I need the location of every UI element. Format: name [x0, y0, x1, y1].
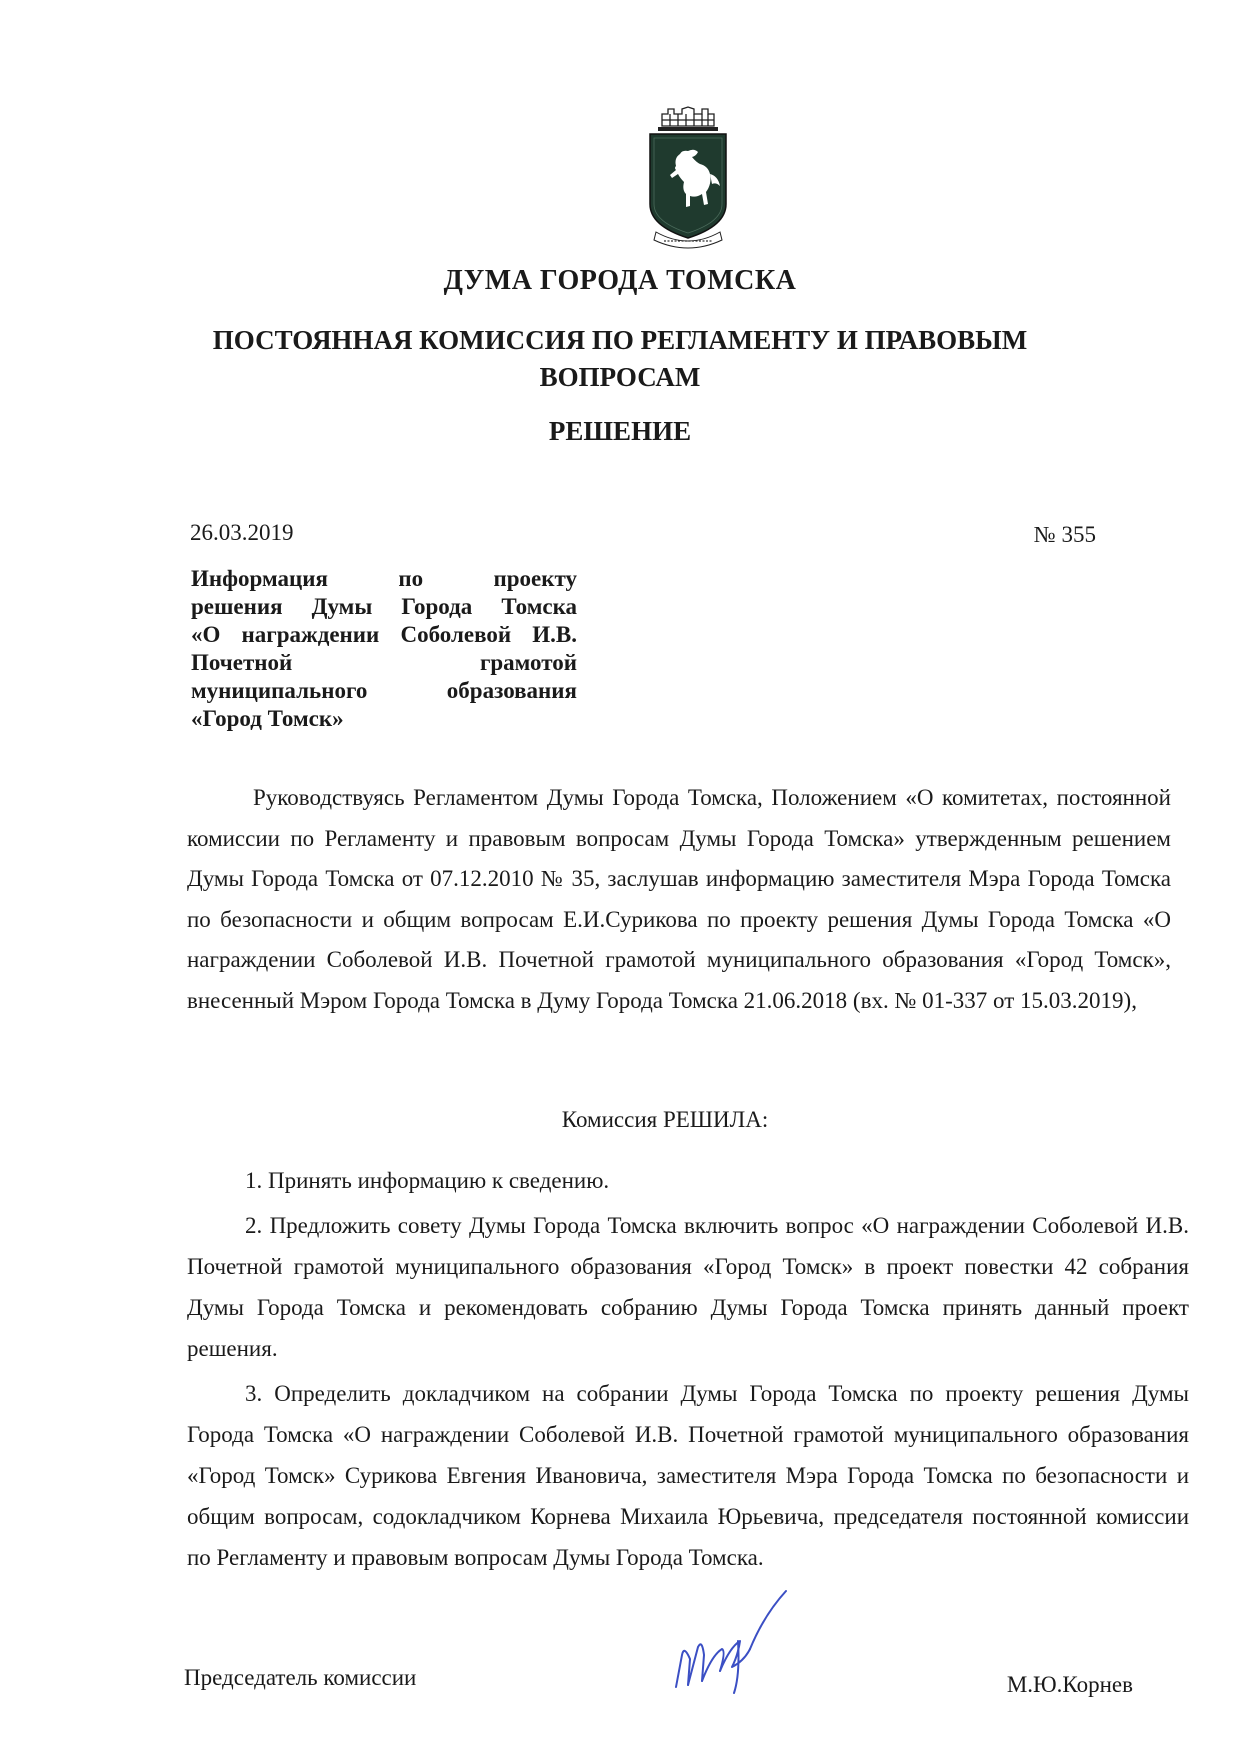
subject-line: «Город Томск»	[191, 706, 344, 731]
subject-line: решения Думы Города Томска	[191, 594, 577, 619]
document-number: № 355	[1033, 522, 1096, 547]
document-date: 26.03.2019	[190, 520, 294, 545]
resolution-items	[187, 1160, 1189, 1582]
commission-title: ПОСТОЯННАЯ КОМИССИЯ ПО РЕГЛАМЕНТУ И ПРАВОВЫМ ВОПРОСАМ	[212, 325, 1028, 392]
resolution-item: 3. Определить докладчиком на собрании Думы Города Томска по проекту решения Думы Города Томска «О награждении Соболевой И.В. Почетной грамотой муниципального образования «Город Томск» Сурикова Евгения Ивановича, заместителя Мэра Города Томска по безопасности и общим вопросам, содокладчиком Корнева Михаила Юрьевича, председателя постоянной комиссии по Регламенту и правовым вопросам Думы Города Томска.	[187, 1381, 1189, 1570]
document-kind: РЕШЕНИЕ	[548, 416, 692, 446]
subject-line: «О награждении Соболевой И.В.	[191, 622, 577, 647]
subject-line: Информация по проекту	[191, 566, 577, 591]
subject-line: Почетной грамотой	[191, 650, 577, 675]
handwritten-signature-icon	[668, 1585, 798, 1695]
tomsk-coat-of-arms-icon	[638, 104, 738, 254]
subject-line: муниципального образования	[191, 678, 577, 703]
resolved-heading: Комиссия РЕШИЛА:	[561, 1107, 769, 1132]
document-subject	[191, 565, 577, 733]
resolution-item: 1. Принять информацию к сведению.	[245, 1168, 610, 1193]
signatory-role: Председатель комиссии	[184, 1665, 417, 1690]
preamble-paragraph: Руководствуясь Регламентом Думы Города Томска, Положением «О комитетах, постоянной комиссии по Регламенту и правовым вопросам Думы Города Томска» утвержденным решением Думы Города Томска от 07.12.2010 № 35, заслушав информацию заместителя Мэра Города Томска по безопасности и общим вопросам Е.И.Сурикова по проекту решения Думы Города Томска «О награждении Соболевой И.В. Почетной грамотой муниципального образования «Город Томск», внесенный Мэром Города Томска в Думу Города Томска 21.06.2018 (вх. № 01-337 от 15.03.2019),	[187, 785, 1171, 1013]
signatory-name: М.Ю.Корнев	[1006, 1672, 1133, 1697]
organization-title: ДУМА ГОРОДА ТОМСКА	[443, 265, 797, 296]
resolution-item: 2. Предложить совету Думы Города Томска включить вопрос «О награждении Соболевой И.В. Почетной грамотой муниципального образования «Город Томск» в проект повестки 42 собрания Думы Города Томска и рекомендовать собранию Думы Города Томска принять данный проект решения.	[187, 1213, 1189, 1361]
